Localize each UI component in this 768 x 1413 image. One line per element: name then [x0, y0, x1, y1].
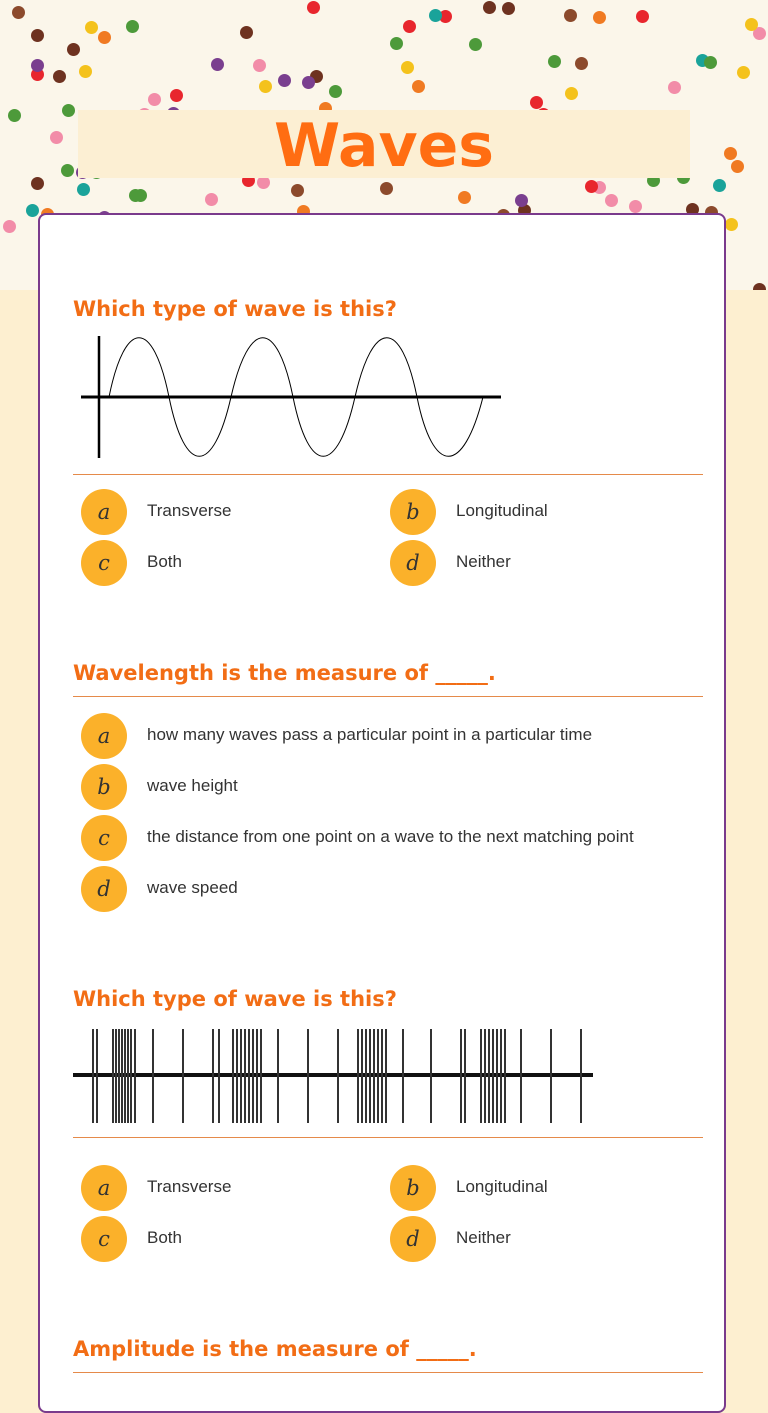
- option-letter-bubble: c: [81, 1216, 127, 1262]
- polka-dot: [253, 59, 266, 72]
- polka-dot: [259, 80, 272, 93]
- transverse-wave-diagram-icon: [73, 333, 503, 461]
- polka-dot: [98, 31, 111, 44]
- polka-dot: [148, 93, 161, 106]
- question-3-divider: [73, 1137, 703, 1138]
- option-letter-bubble: c: [81, 815, 127, 861]
- option-text: Both: [147, 1228, 182, 1247]
- polka-dot: [31, 29, 44, 42]
- question-1-divider: [73, 474, 703, 475]
- polka-dot: [79, 65, 92, 78]
- option-text: Both: [147, 552, 182, 571]
- option-letter-bubble: d: [390, 540, 436, 586]
- option-text: Transverse: [147, 501, 232, 520]
- polka-dot: [278, 74, 291, 87]
- polka-dot: [307, 1, 320, 14]
- polka-dot: [67, 43, 80, 56]
- polka-dot: [390, 37, 403, 50]
- option-text: wave height: [147, 776, 238, 795]
- option-text: the distance from one point on a wave to the next matching point: [147, 827, 634, 846]
- polka-dot: [636, 10, 649, 23]
- polka-dot: [668, 81, 681, 94]
- option-letter-bubble: d: [81, 866, 127, 912]
- question-3: [73, 985, 703, 1138]
- option-letter-bubble: c: [81, 540, 127, 586]
- question-2: [73, 659, 703, 697]
- option-text: wave speed: [147, 878, 238, 897]
- question-1-text: Which type of wave is this?: [73, 297, 397, 321]
- polka-dot: [85, 21, 98, 34]
- polka-dot: [548, 55, 561, 68]
- option-letter-bubble: a: [81, 713, 127, 759]
- question-1: [73, 295, 703, 475]
- question-4: [73, 1335, 703, 1373]
- polka-dot: [458, 191, 471, 204]
- option-text: Transverse: [147, 1177, 232, 1196]
- polka-dot: [412, 80, 425, 93]
- option-letter-bubble: b: [81, 764, 127, 810]
- option-letter-bubble: b: [390, 1165, 436, 1211]
- polka-dot: [575, 57, 588, 70]
- polka-dot: [403, 20, 416, 33]
- polka-dot: [737, 66, 750, 79]
- polka-dot: [483, 1, 496, 14]
- option-text: Longitudinal: [456, 1177, 548, 1196]
- option-letter-bubble: a: [81, 1165, 127, 1211]
- polka-dot: [31, 59, 44, 72]
- option-letter-bubble: a: [81, 489, 127, 535]
- longitudinal-wave-diagram-icon: [73, 1023, 603, 1125]
- polka-dot: [12, 6, 25, 19]
- polka-dot: [605, 194, 618, 207]
- option-text: Longitudinal: [456, 501, 548, 520]
- option-text: Neither: [456, 552, 511, 571]
- polka-dot: [593, 11, 606, 24]
- question-2-divider: [73, 696, 703, 697]
- polka-dot: [126, 20, 139, 33]
- polka-dot: [745, 18, 758, 31]
- question-3-text: Which type of wave is this?: [73, 987, 397, 1011]
- polka-dot: [725, 218, 738, 231]
- polka-dot: [3, 220, 16, 233]
- question-4-divider: [73, 1372, 703, 1373]
- polka-dot: [302, 76, 315, 89]
- polka-dot: [469, 38, 482, 51]
- polka-dot: [129, 189, 142, 202]
- polka-dot: [704, 56, 717, 69]
- polka-dot: [502, 2, 515, 15]
- polka-dot: [77, 183, 90, 196]
- polka-dot: [240, 26, 253, 39]
- polka-dot: [565, 87, 578, 100]
- question-4-text: Amplitude is the measure of _____.: [73, 1337, 477, 1361]
- polka-dot: [291, 184, 304, 197]
- option-text: how many waves pass a particular point in a particular time: [147, 725, 593, 744]
- option-letter-bubble: d: [390, 1216, 436, 1262]
- worksheet-card: [38, 213, 726, 1413]
- page-title: Waves: [273, 111, 495, 181]
- polka-dot: [753, 283, 766, 290]
- polka-dot: [205, 193, 218, 206]
- polka-dot: [329, 85, 342, 98]
- question-2-text: Wavelength is the measure of _____.: [73, 661, 496, 685]
- polka-dot: [564, 9, 577, 22]
- polka-dot: [53, 70, 66, 83]
- polka-dot: [211, 58, 224, 71]
- polka-dot: [401, 61, 414, 74]
- polka-dot: [170, 89, 183, 102]
- polka-dot: [515, 194, 528, 207]
- option-text: Neither: [456, 1228, 511, 1247]
- polka-dot: [429, 9, 442, 22]
- polka-dot: [629, 200, 642, 213]
- polka-dot: [26, 204, 39, 217]
- option-letter-bubble: b: [390, 489, 436, 535]
